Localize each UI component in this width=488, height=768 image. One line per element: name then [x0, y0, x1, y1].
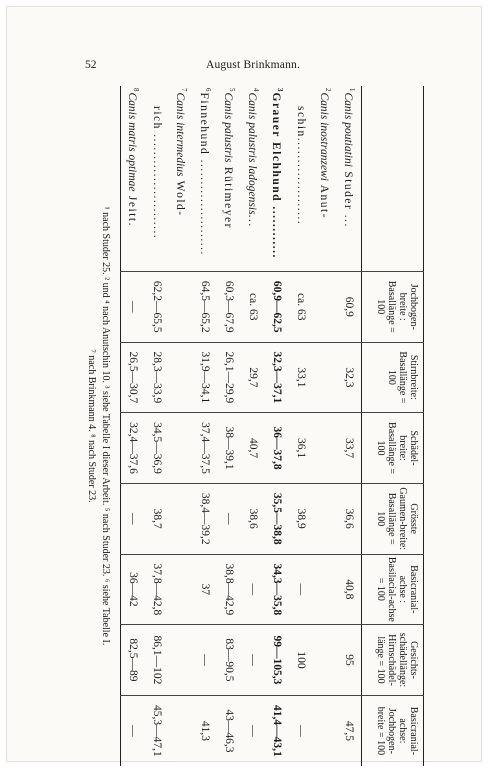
value-cell-col-3: 38—39,1 — [217, 413, 241, 484]
footnote-marker: 2 — [323, 88, 332, 92]
column-header-7-l1: Basicranial- — [408, 706, 419, 756]
column-header-7-l2: achse: — [397, 718, 408, 744]
value-cell-col-4 — [313, 483, 337, 554]
species-author: Rütimeyer — [222, 162, 235, 229]
value-cell-col-7: 47,5 — [337, 695, 362, 766]
value-cell-col-6 — [313, 625, 337, 696]
value-cell-col-1: ca. 63 — [241, 271, 265, 342]
value-cell-col-5: 36—42 — [121, 554, 146, 625]
value-cell-col-6: 86,1—102 — [145, 625, 169, 696]
value-cell-col-1: 64,5—65,2 — [193, 271, 217, 342]
column-header-4-l3: Basallänge = 100 — [375, 492, 397, 545]
species-author: rich ........................ — [151, 106, 163, 240]
value-cell-col-4: — — [217, 483, 241, 554]
column-header-6-l1: Gesichts- — [408, 641, 419, 679]
value-cell-col-3: 34,5—36,9 — [145, 413, 169, 484]
value-cell-col-5: 37,8—42,8 — [145, 554, 169, 625]
value-cell-col-7 — [313, 695, 337, 766]
column-header-7-l3: Jochbogen-breite = 100 — [375, 706, 397, 756]
table-row — [193, 86, 217, 766]
species-name: Canis poutiatini — [342, 92, 355, 167]
species-author: ... — [246, 214, 259, 228]
measurement-table — [120, 86, 424, 766]
value-cell-col-2: 28,3—33,9 — [145, 342, 169, 413]
value-cell-col-7: — — [289, 695, 313, 766]
value-cell-col-5 — [313, 554, 337, 625]
value-cell-col-6: 99—105,3 — [265, 625, 289, 696]
value-cell-col-1: 60,9 — [337, 271, 362, 342]
value-cell-col-4: 36,6 — [337, 483, 362, 554]
column-header-5-l3: Basilacial-achse = 100 — [375, 556, 397, 622]
species-author: Jeitt. — [126, 191, 139, 227]
column-header-4-l2: Gaumen-breite: — [397, 487, 408, 551]
value-cell-col-5: 40,8 — [337, 554, 362, 625]
column-header-1 — [362, 271, 424, 342]
column-header-2 — [362, 342, 424, 413]
value-cell-col-6 — [169, 625, 193, 696]
value-cell-col-4: 35,5—38,8 — [265, 483, 289, 554]
footnote-marker: 1 — [347, 88, 356, 92]
value-cell-col-2 — [313, 342, 337, 413]
value-cell-col-7: — — [241, 695, 265, 766]
column-header-4 — [362, 483, 424, 554]
footnote-marker: 6 — [203, 88, 212, 92]
value-cell-col-5: — — [289, 554, 313, 625]
value-cell-col-2: 32,3 — [337, 342, 362, 413]
footnotes — [84, 86, 112, 766]
table-row — [265, 86, 289, 766]
column-header-5 — [362, 554, 424, 625]
species-name-cell — [217, 86, 241, 271]
value-cell-col-7: 41,4—43,1 — [265, 695, 289, 766]
value-cell-col-4 — [169, 483, 193, 554]
value-cell-col-2: 33,1 — [289, 342, 313, 413]
column-header-1-l1: Jochbogen- — [408, 283, 419, 330]
value-cell-col-2: 26,1—29,9 — [217, 342, 241, 413]
column-header-4-l1: Grösste — [408, 503, 419, 534]
species-name-cell — [145, 86, 169, 271]
value-cell-col-5 — [169, 554, 193, 625]
species-author: Grauer Elchhund ............ — [270, 92, 283, 259]
value-cell-col-1 — [169, 271, 193, 342]
species-author: Studer ... — [342, 166, 355, 228]
species-name-cell — [313, 86, 337, 271]
value-cell-col-3 — [169, 413, 193, 484]
value-cell-col-3: 37,4—37,5 — [193, 413, 217, 484]
table-row — [169, 86, 193, 766]
species-name: Canis matris optimae — [126, 92, 139, 192]
table-row — [313, 86, 337, 766]
column-header-1-l3: Basallänge = 100 — [375, 280, 397, 333]
species-name-cell — [265, 86, 289, 271]
species-name-cell — [121, 86, 146, 271]
value-cell-col-7: 41,3 — [193, 695, 217, 766]
species-name-cell — [289, 86, 313, 271]
header-species-cell — [362, 86, 424, 271]
value-cell-col-3: 32,4—37,6 — [121, 413, 146, 484]
species-name-cell — [241, 86, 265, 271]
value-cell-col-4: 38,9 — [289, 483, 313, 554]
footnote-marker: 3 — [275, 88, 284, 92]
value-cell-col-5: 38,8—42,9 — [217, 554, 241, 625]
value-cell-col-5: — — [241, 554, 265, 625]
footnote-line-1: ¹ nach Studer 25. ² und ⁴ nach Anutschin 10. ³ siehe Tabelle I dieser Arbeit. ⁵ nach Studer 23. ⁶ siehe Tabelle I. — [100, 206, 111, 646]
table-row — [121, 86, 146, 766]
value-cell-col-6: 100 — [289, 625, 313, 696]
value-cell-col-4: 38,6 — [241, 483, 265, 554]
column-header-5-l1: Basicranial- — [408, 565, 419, 614]
value-cell-col-2 — [169, 342, 193, 413]
value-cell-col-4: 38,7 — [145, 483, 169, 554]
species-name-cell — [337, 86, 362, 271]
column-header-3-l3: Basallänge = 100 — [375, 422, 397, 475]
value-cell-col-3: 33,7 — [337, 413, 362, 484]
value-cell-col-1: ca. 63 — [289, 271, 313, 342]
value-cell-col-1: — — [121, 271, 146, 342]
footnote-marker: 5 — [227, 88, 236, 92]
value-cell-col-3: 36,1 — [289, 413, 313, 484]
value-cell-col-7 — [169, 695, 193, 766]
species-author: schin.................... — [295, 106, 307, 226]
value-cell-col-3: 40,7 — [241, 413, 265, 484]
column-header-2-l1: Stirnbreite: — [408, 354, 419, 400]
value-cell-col-6: 95 — [337, 625, 362, 696]
value-cell-col-5: 34,3—35,8 — [265, 554, 289, 625]
value-cell-col-2: 26,5—30,7 — [121, 342, 146, 413]
page-number: 52 — [85, 59, 97, 71]
column-header-2-l3: Basallänge = 100 — [386, 351, 408, 404]
running-head: August Brinkmann. — [205, 59, 301, 71]
value-cell-col-5: 37 — [193, 554, 217, 625]
species-name: Canis intermedius — [174, 92, 187, 177]
table-row — [337, 86, 362, 766]
species-name: Canis palustris — [222, 92, 235, 163]
value-cell-col-6: — — [193, 625, 217, 696]
column-header-5-l2: achse : — [397, 575, 408, 604]
rotated-table-block — [86, 86, 424, 766]
column-header-3-l1: Schädel- — [408, 430, 419, 466]
value-cell-col-2: 29,7 — [241, 342, 265, 413]
value-cell-col-6: 83—90,5 — [217, 625, 241, 696]
value-cell-col-4: — — [121, 483, 146, 554]
species-name: Canis inostranzewi — [318, 92, 331, 182]
table-row — [289, 86, 313, 766]
value-cell-col-6: — — [241, 625, 265, 696]
table-header-row — [362, 86, 424, 766]
table-body — [121, 86, 362, 766]
value-cell-col-1 — [313, 271, 337, 342]
species-name-cell — [193, 86, 217, 271]
footnote-marker: 8 — [131, 88, 140, 92]
value-cell-col-7: 45,3—47,1 — [145, 695, 169, 766]
value-cell-col-2: 32,3—37,1 — [265, 342, 289, 413]
value-cell-col-2: 31,9—34,1 — [193, 342, 217, 413]
value-cell-col-7: 43—46,3 — [217, 695, 241, 766]
page-header — [85, 59, 421, 75]
value-cell-col-3 — [313, 413, 337, 484]
value-cell-col-1: 60,9—62,5 — [265, 271, 289, 342]
value-cell-col-3: 36—37,8 — [265, 413, 289, 484]
value-cell-col-7: — — [121, 695, 146, 766]
footnote-marker: 7 — [179, 88, 188, 92]
value-cell-col-1: 60,3—67,9 — [217, 271, 241, 342]
column-header-1-l2: breite : — [397, 292, 408, 321]
column-header-6-l2: schädellänge: — [397, 632, 408, 688]
column-header-6-l3: Hirnschädel-länge = 100 — [375, 634, 397, 686]
value-cell-col-6: 82,5—89 — [121, 625, 146, 696]
species-name-cell — [169, 86, 193, 271]
column-header-3-l2: breite: — [397, 435, 408, 461]
species-author: Finnehund ...................... — [198, 92, 211, 256]
column-header-7 — [362, 695, 424, 766]
footnote-marker: 4 — [251, 88, 260, 92]
column-header-3 — [362, 413, 424, 484]
value-cell-col-1: 62,2—65,5 — [145, 271, 169, 342]
species-name: Canis palustris ladogensis — [246, 92, 259, 215]
table-row — [145, 86, 169, 766]
table-row — [217, 86, 241, 766]
footnote-line-2: ⁷ nach Brinkmann 4. ⁸ nach Studer 23. — [86, 349, 97, 503]
value-cell-col-4: 38,4—39,2 — [193, 483, 217, 554]
species-author: Anut- — [318, 181, 331, 220]
column-header-6 — [362, 625, 424, 696]
species-author: Wold- — [174, 176, 187, 217]
table-row — [241, 86, 265, 766]
